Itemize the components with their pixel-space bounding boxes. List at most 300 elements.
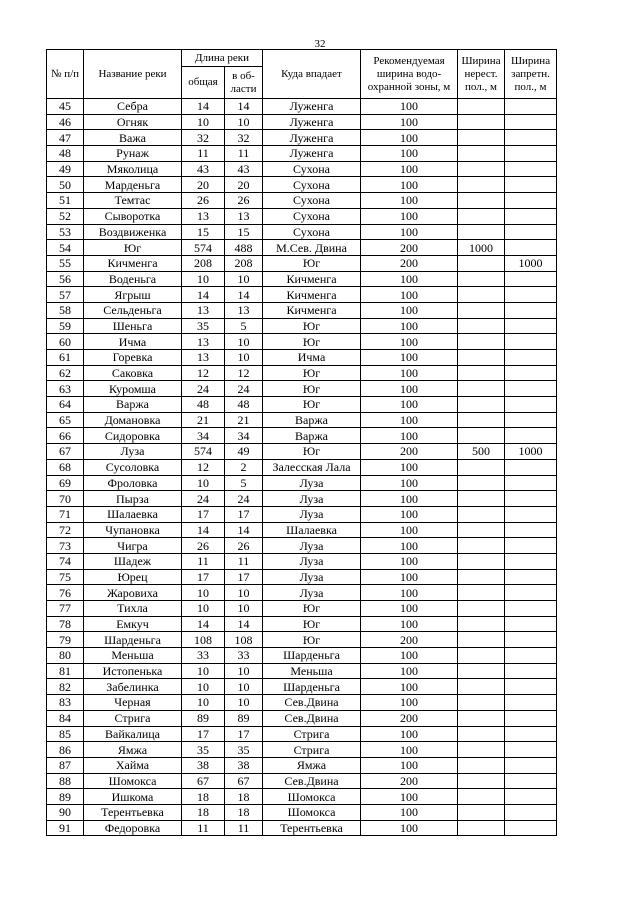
spawning-width xyxy=(458,648,505,664)
row-number: 57 xyxy=(47,287,84,303)
river-mouth: Сухона xyxy=(263,208,361,224)
length-region: 14 xyxy=(225,99,263,115)
protection-width: 100 xyxy=(361,114,458,130)
table-row xyxy=(47,475,557,491)
river-name: Жаровиха xyxy=(84,585,182,601)
row-number: 76 xyxy=(47,585,84,601)
river-mouth: Кичменга xyxy=(263,271,361,287)
forbidden-width: 1000 xyxy=(505,255,557,271)
length-region: 15 xyxy=(225,224,263,240)
header-width: Рекомендуемая ширина водо-охранной зоны, м xyxy=(361,50,458,99)
river-mouth: Луженга xyxy=(263,146,361,162)
protection-width: 100 xyxy=(361,428,458,444)
forbidden-width xyxy=(505,757,557,773)
forbidden-width xyxy=(505,616,557,632)
protection-width: 100 xyxy=(361,459,458,475)
protection-width: 100 xyxy=(361,538,458,554)
table-row xyxy=(47,553,557,569)
river-mouth: Юг xyxy=(263,365,361,381)
protection-width: 100 xyxy=(361,146,458,162)
protection-width: 100 xyxy=(361,208,458,224)
protection-width: 100 xyxy=(361,365,458,381)
protection-width: 100 xyxy=(361,161,458,177)
spawning-width xyxy=(458,475,505,491)
table-row xyxy=(47,710,557,726)
length-region: 17 xyxy=(225,726,263,742)
table-row xyxy=(47,663,557,679)
forbidden-width: 1000 xyxy=(505,444,557,460)
length-total: 10 xyxy=(182,475,225,491)
length-total: 35 xyxy=(182,318,225,334)
river-mouth: Юг xyxy=(263,601,361,617)
table-row xyxy=(47,585,557,601)
spawning-width xyxy=(458,193,505,209)
forbidden-width xyxy=(505,491,557,507)
length-region: 10 xyxy=(225,663,263,679)
table-row xyxy=(47,695,557,711)
row-number: 63 xyxy=(47,381,84,397)
length-total: 26 xyxy=(182,193,225,209)
length-total: 574 xyxy=(182,444,225,460)
protection-width: 100 xyxy=(361,804,458,820)
table-row xyxy=(47,397,557,413)
river-name: Чигра xyxy=(84,538,182,554)
length-total: 17 xyxy=(182,506,225,522)
length-total: 10 xyxy=(182,679,225,695)
spawning-width xyxy=(458,616,505,632)
forbidden-width xyxy=(505,804,557,820)
spawning-width xyxy=(458,381,505,397)
row-number: 90 xyxy=(47,804,84,820)
forbidden-width xyxy=(505,522,557,538)
length-region: 17 xyxy=(225,569,263,585)
river-mouth: Луженга xyxy=(263,99,361,115)
forbidden-width xyxy=(505,381,557,397)
row-number: 67 xyxy=(47,444,84,460)
river-name: Варжа xyxy=(84,397,182,413)
river-mouth: Кичменга xyxy=(263,287,361,303)
river-name: Тихла xyxy=(84,601,182,617)
river-name: Юг xyxy=(84,240,182,256)
table-row xyxy=(47,224,557,240)
table-row xyxy=(47,679,557,695)
protection-width: 200 xyxy=(361,255,458,271)
river-name: Воденьга xyxy=(84,271,182,287)
river-name: Шадеж xyxy=(84,553,182,569)
protection-width: 100 xyxy=(361,193,458,209)
length-total: 13 xyxy=(182,334,225,350)
length-region: 10 xyxy=(225,679,263,695)
protection-width: 100 xyxy=(361,569,458,585)
table-row xyxy=(47,820,557,836)
table-row xyxy=(47,318,557,334)
row-number: 85 xyxy=(47,726,84,742)
forbidden-width xyxy=(505,177,557,193)
spawning-width xyxy=(458,208,505,224)
length-region: 20 xyxy=(225,177,263,193)
length-region: 10 xyxy=(225,585,263,601)
row-number: 59 xyxy=(47,318,84,334)
length-region: 67 xyxy=(225,773,263,789)
river-name: Саковка xyxy=(84,365,182,381)
length-region: 26 xyxy=(225,193,263,209)
length-total: 34 xyxy=(182,428,225,444)
forbidden-width xyxy=(505,789,557,805)
length-total: 14 xyxy=(182,522,225,538)
rivers-table xyxy=(46,49,557,836)
page-number: 32 xyxy=(314,38,326,50)
spawning-width: 1000 xyxy=(458,240,505,256)
length-total: 14 xyxy=(182,616,225,632)
length-total: 26 xyxy=(182,538,225,554)
table-row xyxy=(47,538,557,554)
river-mouth: Сухона xyxy=(263,224,361,240)
length-region: 48 xyxy=(225,397,263,413)
protection-width: 100 xyxy=(361,334,458,350)
river-mouth: Юг xyxy=(263,616,361,632)
row-number: 77 xyxy=(47,601,84,617)
river-mouth: Ямжа xyxy=(263,757,361,773)
length-total: 574 xyxy=(182,240,225,256)
river-mouth: Луза xyxy=(263,569,361,585)
forbidden-width xyxy=(505,302,557,318)
length-total: 12 xyxy=(182,365,225,381)
length-region: 18 xyxy=(225,789,263,805)
protection-width: 100 xyxy=(361,287,458,303)
table-row xyxy=(47,742,557,758)
river-mouth: Юг xyxy=(263,381,361,397)
row-number: 68 xyxy=(47,459,84,475)
river-name: Вайкалица xyxy=(84,726,182,742)
protection-width: 100 xyxy=(361,663,458,679)
table-row xyxy=(47,789,557,805)
protection-width: 200 xyxy=(361,444,458,460)
river-name: Домановка xyxy=(84,412,182,428)
length-total: 208 xyxy=(182,255,225,271)
table-row xyxy=(47,287,557,303)
river-name: Емкуч xyxy=(84,616,182,632)
forbidden-width xyxy=(505,585,557,601)
forbidden-width xyxy=(505,648,557,664)
row-number: 58 xyxy=(47,302,84,318)
spawning-width xyxy=(458,397,505,413)
length-region: 14 xyxy=(225,522,263,538)
spawning-width xyxy=(458,114,505,130)
river-name: Горевка xyxy=(84,350,182,366)
river-mouth: Шарденьга xyxy=(263,679,361,695)
river-name: Сидоровка xyxy=(84,428,182,444)
river-name: Федоровка xyxy=(84,820,182,836)
length-total: 21 xyxy=(182,412,225,428)
table-row xyxy=(47,334,557,350)
row-number: 48 xyxy=(47,146,84,162)
table-row xyxy=(47,804,557,820)
header-region: в об-ласти xyxy=(225,67,263,99)
length-total: 11 xyxy=(182,820,225,836)
length-region: 33 xyxy=(225,648,263,664)
river-name: Сусоловка xyxy=(84,459,182,475)
spawning-width xyxy=(458,695,505,711)
length-region: 10 xyxy=(225,114,263,130)
forbidden-width xyxy=(505,287,557,303)
river-mouth: Луза xyxy=(263,553,361,569)
length-region: 5 xyxy=(225,318,263,334)
river-mouth: Сухона xyxy=(263,161,361,177)
river-name: Стрига xyxy=(84,710,182,726)
forbidden-width xyxy=(505,161,557,177)
river-name: Воздвиженка xyxy=(84,224,182,240)
protection-width: 100 xyxy=(361,820,458,836)
row-number: 64 xyxy=(47,397,84,413)
river-mouth: Шалаевка xyxy=(263,522,361,538)
header-forbid: Ширина запретн. пол., м xyxy=(505,50,557,99)
spawning-width xyxy=(458,428,505,444)
table-row xyxy=(47,99,557,115)
spawning-width xyxy=(458,161,505,177)
length-total: 15 xyxy=(182,224,225,240)
row-number: 89 xyxy=(47,789,84,805)
length-total: 67 xyxy=(182,773,225,789)
spawning-width xyxy=(458,287,505,303)
river-name: Сыворотка xyxy=(84,208,182,224)
length-total: 108 xyxy=(182,632,225,648)
spawning-width xyxy=(458,522,505,538)
forbidden-width xyxy=(505,475,557,491)
protection-width: 100 xyxy=(361,648,458,664)
spawning-width xyxy=(458,601,505,617)
protection-width: 100 xyxy=(361,585,458,601)
table-row xyxy=(47,632,557,648)
spawning-width xyxy=(458,789,505,805)
row-number: 50 xyxy=(47,177,84,193)
row-number: 65 xyxy=(47,412,84,428)
length-total: 13 xyxy=(182,302,225,318)
row-number: 61 xyxy=(47,350,84,366)
spawning-width xyxy=(458,757,505,773)
protection-width: 100 xyxy=(361,318,458,334)
row-number: 54 xyxy=(47,240,84,256)
forbidden-width xyxy=(505,99,557,115)
length-region: 13 xyxy=(225,302,263,318)
length-total: 10 xyxy=(182,585,225,601)
table-row xyxy=(47,177,557,193)
forbidden-width xyxy=(505,334,557,350)
row-number: 88 xyxy=(47,773,84,789)
length-total: 17 xyxy=(182,569,225,585)
row-number: 51 xyxy=(47,193,84,209)
row-number: 47 xyxy=(47,130,84,146)
length-total: 11 xyxy=(182,146,225,162)
river-mouth: Луза xyxy=(263,491,361,507)
row-number: 91 xyxy=(47,820,84,836)
spawning-width xyxy=(458,146,505,162)
spawning-width xyxy=(458,679,505,695)
forbidden-width xyxy=(505,459,557,475)
length-region: 32 xyxy=(225,130,263,146)
table-row xyxy=(47,130,557,146)
river-mouth: Юг xyxy=(263,318,361,334)
table-row xyxy=(47,648,557,664)
table-row xyxy=(47,726,557,742)
river-name: Чупановка xyxy=(84,522,182,538)
length-total: 12 xyxy=(182,459,225,475)
length-region: 26 xyxy=(225,538,263,554)
header-name: Название реки xyxy=(84,50,182,99)
table-row xyxy=(47,365,557,381)
length-total: 24 xyxy=(182,381,225,397)
river-mouth: Ичма xyxy=(263,350,361,366)
river-name: Пырза xyxy=(84,491,182,507)
spawning-width xyxy=(458,585,505,601)
river-mouth: Шомокса xyxy=(263,789,361,805)
forbidden-width xyxy=(505,193,557,209)
river-name: Шарденьга xyxy=(84,632,182,648)
header-num: № п/п xyxy=(47,50,84,99)
row-number: 84 xyxy=(47,710,84,726)
row-number: 78 xyxy=(47,616,84,632)
spawning-width xyxy=(458,569,505,585)
river-name: Забелинка xyxy=(84,679,182,695)
forbidden-width xyxy=(505,397,557,413)
length-total: 14 xyxy=(182,99,225,115)
length-total: 10 xyxy=(182,114,225,130)
river-name: Мяколица xyxy=(84,161,182,177)
river-mouth: Варжа xyxy=(263,428,361,444)
forbidden-width xyxy=(505,412,557,428)
protection-width: 100 xyxy=(361,553,458,569)
spawning-width xyxy=(458,820,505,836)
table-row xyxy=(47,302,557,318)
row-number: 62 xyxy=(47,365,84,381)
length-region: 10 xyxy=(225,695,263,711)
river-mouth: Сев.Двина xyxy=(263,695,361,711)
river-name: Темтас xyxy=(84,193,182,209)
protection-width: 100 xyxy=(361,616,458,632)
protection-width: 100 xyxy=(361,789,458,805)
table-row xyxy=(47,208,557,224)
forbidden-width xyxy=(505,428,557,444)
forbidden-width xyxy=(505,679,557,695)
spawning-width xyxy=(458,302,505,318)
river-name: Ямжа xyxy=(84,742,182,758)
row-number: 46 xyxy=(47,114,84,130)
spawning-width xyxy=(458,99,505,115)
row-number: 55 xyxy=(47,255,84,271)
length-region: 488 xyxy=(225,240,263,256)
river-name: Кичменга xyxy=(84,255,182,271)
river-name: Хайма xyxy=(84,757,182,773)
protection-width: 100 xyxy=(361,302,458,318)
length-region: 89 xyxy=(225,710,263,726)
river-mouth: Стрига xyxy=(263,726,361,742)
spawning-width xyxy=(458,726,505,742)
protection-width: 100 xyxy=(361,397,458,413)
protection-width: 100 xyxy=(361,491,458,507)
river-mouth: Юг xyxy=(263,397,361,413)
length-total: 18 xyxy=(182,804,225,820)
row-number: 66 xyxy=(47,428,84,444)
protection-width: 200 xyxy=(361,240,458,256)
header-total: общая xyxy=(182,67,225,99)
forbidden-width xyxy=(505,553,557,569)
protection-width: 100 xyxy=(361,506,458,522)
length-region: 24 xyxy=(225,381,263,397)
row-number: 52 xyxy=(47,208,84,224)
length-region: 11 xyxy=(225,553,263,569)
river-name: Важа xyxy=(84,130,182,146)
river-mouth: Юг xyxy=(263,334,361,350)
length-total: 10 xyxy=(182,271,225,287)
river-name: Шомокса xyxy=(84,773,182,789)
protection-width: 100 xyxy=(361,271,458,287)
length-total: 13 xyxy=(182,350,225,366)
length-region: 38 xyxy=(225,757,263,773)
header-length: Длина реки xyxy=(182,50,263,67)
river-name: Луза xyxy=(84,444,182,460)
length-total: 10 xyxy=(182,663,225,679)
protection-width: 100 xyxy=(361,350,458,366)
row-number: 79 xyxy=(47,632,84,648)
length-total: 33 xyxy=(182,648,225,664)
length-region: 21 xyxy=(225,412,263,428)
protection-width: 100 xyxy=(361,381,458,397)
row-number: 87 xyxy=(47,757,84,773)
length-region: 10 xyxy=(225,350,263,366)
spawning-width xyxy=(458,334,505,350)
river-mouth: Сухона xyxy=(263,193,361,209)
spawning-width xyxy=(458,224,505,240)
spawning-width xyxy=(458,663,505,679)
length-region: 2 xyxy=(225,459,263,475)
protection-width: 100 xyxy=(361,99,458,115)
table-row xyxy=(47,757,557,773)
river-name: Истопенька xyxy=(84,663,182,679)
protection-width: 100 xyxy=(361,601,458,617)
spawning-width xyxy=(458,538,505,554)
table-row xyxy=(47,271,557,287)
table-row xyxy=(47,616,557,632)
river-mouth: Шомокса xyxy=(263,804,361,820)
spawning-width xyxy=(458,773,505,789)
table-body xyxy=(47,99,557,836)
river-mouth: Луженга xyxy=(263,130,361,146)
table-row xyxy=(47,255,557,271)
river-mouth: Терентьевка xyxy=(263,820,361,836)
row-number: 73 xyxy=(47,538,84,554)
river-mouth: М.Сев. Двина xyxy=(263,240,361,256)
forbidden-width xyxy=(505,350,557,366)
river-mouth: Залесская Лала xyxy=(263,459,361,475)
spawning-width xyxy=(458,804,505,820)
spawning-width xyxy=(458,350,505,366)
length-total: 35 xyxy=(182,742,225,758)
protection-width: 200 xyxy=(361,773,458,789)
length-region: 14 xyxy=(225,616,263,632)
table-row xyxy=(47,601,557,617)
length-region: 108 xyxy=(225,632,263,648)
forbidden-width xyxy=(505,146,557,162)
forbidden-width xyxy=(505,632,557,648)
protection-width: 100 xyxy=(361,475,458,491)
length-total: 48 xyxy=(182,397,225,413)
forbidden-width xyxy=(505,208,557,224)
river-name: Юрец xyxy=(84,569,182,585)
protection-width: 100 xyxy=(361,130,458,146)
forbidden-width xyxy=(505,224,557,240)
river-mouth: Меньша xyxy=(263,663,361,679)
table-row xyxy=(47,146,557,162)
river-name: Сельденьга xyxy=(84,302,182,318)
